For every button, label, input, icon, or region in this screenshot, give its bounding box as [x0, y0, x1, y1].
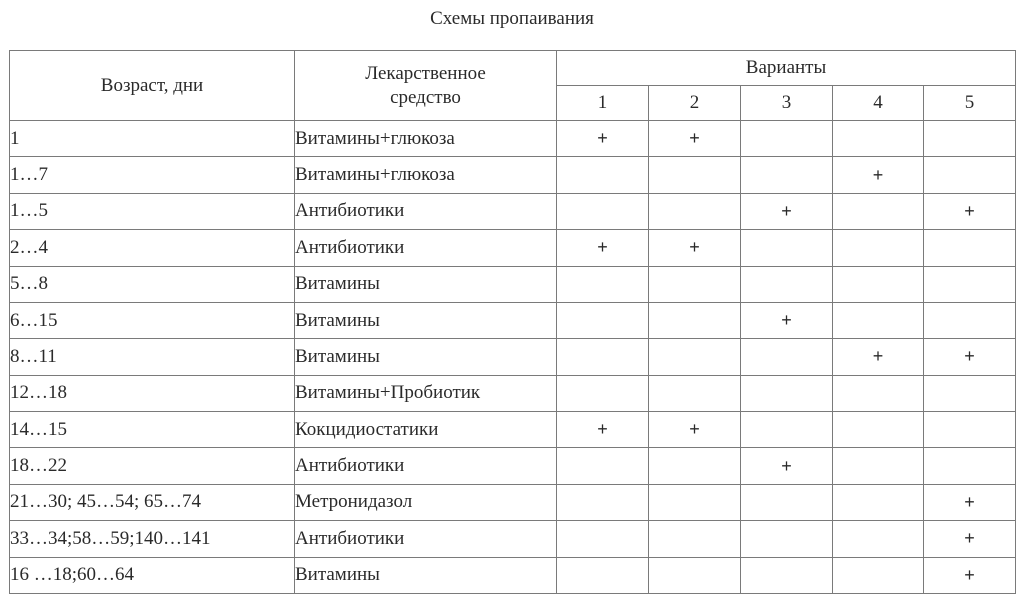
variant-mark-cell	[924, 157, 1016, 193]
variant-mark-cell	[649, 521, 741, 557]
table-header	[10, 51, 1016, 121]
age-cell: 8…11	[10, 339, 295, 375]
variant-mark-cell	[649, 448, 741, 484]
variants-header-label: Варианты	[745, 57, 827, 78]
variant-mark-cell	[557, 521, 649, 557]
variant-mark-cell: +	[924, 339, 1016, 375]
variant-mark-cell: +	[833, 339, 924, 375]
variant-mark-cell	[649, 157, 741, 193]
drug-cell: Витамины	[295, 557, 557, 594]
variant-mark-cell: +	[557, 121, 649, 157]
variant-mark-cell	[924, 121, 1016, 157]
variant-mark-cell	[833, 302, 924, 338]
variant-mark-cell	[833, 484, 924, 520]
variant-mark-cell	[649, 339, 741, 375]
variant-mark-cell	[924, 266, 1016, 302]
age-header-label: Возраст, дни	[100, 74, 204, 96]
drug-cell: Витамины	[295, 302, 557, 338]
variant-mark-cell	[649, 375, 741, 411]
variant-mark-cell	[924, 302, 1016, 338]
age-cell: 5…8	[10, 266, 295, 302]
variant-mark-cell	[741, 230, 833, 266]
drug-cell: Витамины+глюкоза	[295, 121, 557, 157]
variant-number-header: 1	[557, 86, 649, 121]
variant-mark-cell	[741, 521, 833, 557]
variant-mark-cell	[741, 557, 833, 594]
age-cell: 1…5	[10, 193, 295, 229]
variant-mark-cell: +	[741, 302, 833, 338]
variant-mark-cell	[833, 448, 924, 484]
drug-cell: Витамины	[295, 339, 557, 375]
table-body	[10, 121, 1016, 594]
age-cell: 33…34;58…59;140…141	[10, 521, 295, 557]
table-row	[10, 302, 1016, 338]
drug-cell: Витамины+Пробиотик	[295, 375, 557, 411]
variant-mark-cell: +	[557, 230, 649, 266]
table-row	[10, 448, 1016, 484]
variant-mark-cell	[741, 375, 833, 411]
variants-column-header	[557, 51, 1016, 86]
table-row	[10, 412, 1016, 448]
variant-mark-cell: +	[924, 521, 1016, 557]
drinking-schemes-table	[9, 50, 1016, 594]
variant-number-header: 3	[741, 86, 833, 121]
variant-mark-cell	[557, 266, 649, 302]
age-cell: 12…18	[10, 375, 295, 411]
variant-mark-cell	[924, 230, 1016, 266]
drug-header-line2: средство	[390, 86, 461, 108]
variant-mark-cell	[833, 266, 924, 302]
variant-mark-cell	[833, 193, 924, 229]
variant-mark-cell	[649, 557, 741, 594]
variant-mark-cell: +	[741, 193, 833, 229]
variant-mark-cell: +	[649, 121, 741, 157]
variant-mark-cell	[924, 412, 1016, 448]
variant-number-header: 4	[833, 86, 924, 121]
age-cell: 16 …18;60…64	[10, 557, 295, 594]
variant-mark-cell: +	[924, 557, 1016, 594]
table-row	[10, 121, 1016, 157]
age-cell: 18…22	[10, 448, 295, 484]
age-cell: 2…4	[10, 230, 295, 266]
table-row	[10, 484, 1016, 520]
variant-mark-cell	[557, 484, 649, 520]
variant-mark-cell: +	[924, 193, 1016, 229]
table-row	[10, 339, 1016, 375]
variant-mark-cell	[833, 230, 924, 266]
variant-mark-cell	[833, 375, 924, 411]
drug-cell: Витамины	[295, 266, 557, 302]
variant-mark-cell: +	[924, 484, 1016, 520]
age-cell: 1…7	[10, 157, 295, 193]
drug-cell: Витамины+глюкоза	[295, 157, 557, 193]
variant-mark-cell	[741, 157, 833, 193]
variant-mark-cell	[557, 375, 649, 411]
drug-cell: Кокцидиостатики	[295, 412, 557, 448]
variant-number-header: 5	[924, 86, 1016, 121]
variant-mark-cell	[557, 339, 649, 375]
variant-mark-cell	[557, 193, 649, 229]
variant-mark-cell: +	[557, 412, 649, 448]
variant-mark-cell	[741, 339, 833, 375]
table-row	[10, 266, 1016, 302]
variant-mark-cell: +	[741, 448, 833, 484]
variant-mark-cell	[649, 193, 741, 229]
age-cell: 14…15	[10, 412, 295, 448]
variant-mark-cell: +	[649, 412, 741, 448]
variant-mark-cell	[924, 448, 1016, 484]
drug-cell: Антибиотики	[295, 193, 557, 229]
variant-mark-cell	[649, 484, 741, 520]
drug-cell: Антибиотики	[295, 448, 557, 484]
variant-mark-cell	[557, 557, 649, 594]
variant-mark-cell	[557, 302, 649, 338]
age-cell: 6…15	[10, 302, 295, 338]
table-row	[10, 521, 1016, 557]
age-cell: 21…30; 45…54; 65…74	[10, 484, 295, 520]
variant-mark-cell: +	[649, 230, 741, 266]
variant-mark-cell	[924, 375, 1016, 411]
variant-mark-cell	[557, 157, 649, 193]
drug-header-line1: Лекарственное	[365, 62, 486, 84]
table-row	[10, 193, 1016, 229]
drug-column-header	[295, 51, 557, 121]
table-row	[10, 375, 1016, 411]
table-row	[10, 230, 1016, 266]
variant-mark-cell	[833, 412, 924, 448]
variant-mark-cell	[741, 484, 833, 520]
variant-mark-cell	[833, 557, 924, 594]
variant-mark-cell	[833, 121, 924, 157]
drug-cell: Антибиотики	[295, 521, 557, 557]
variant-mark-cell	[741, 121, 833, 157]
age-column-header	[10, 51, 295, 121]
variant-number-header: 2	[649, 86, 741, 121]
variant-mark-cell	[649, 302, 741, 338]
drug-cell: Метронидазол	[295, 484, 557, 520]
variant-mark-cell	[557, 448, 649, 484]
table-row	[10, 557, 1016, 594]
table-row	[10, 157, 1016, 193]
variant-mark-cell	[741, 412, 833, 448]
age-cell: 1	[10, 121, 295, 157]
variant-mark-cell	[649, 266, 741, 302]
variant-mark-cell	[741, 266, 833, 302]
variant-mark-cell: +	[833, 157, 924, 193]
drug-cell: Антибиотики	[295, 230, 557, 266]
table-caption: Схемы пропаивания	[430, 8, 594, 29]
variant-mark-cell	[833, 521, 924, 557]
